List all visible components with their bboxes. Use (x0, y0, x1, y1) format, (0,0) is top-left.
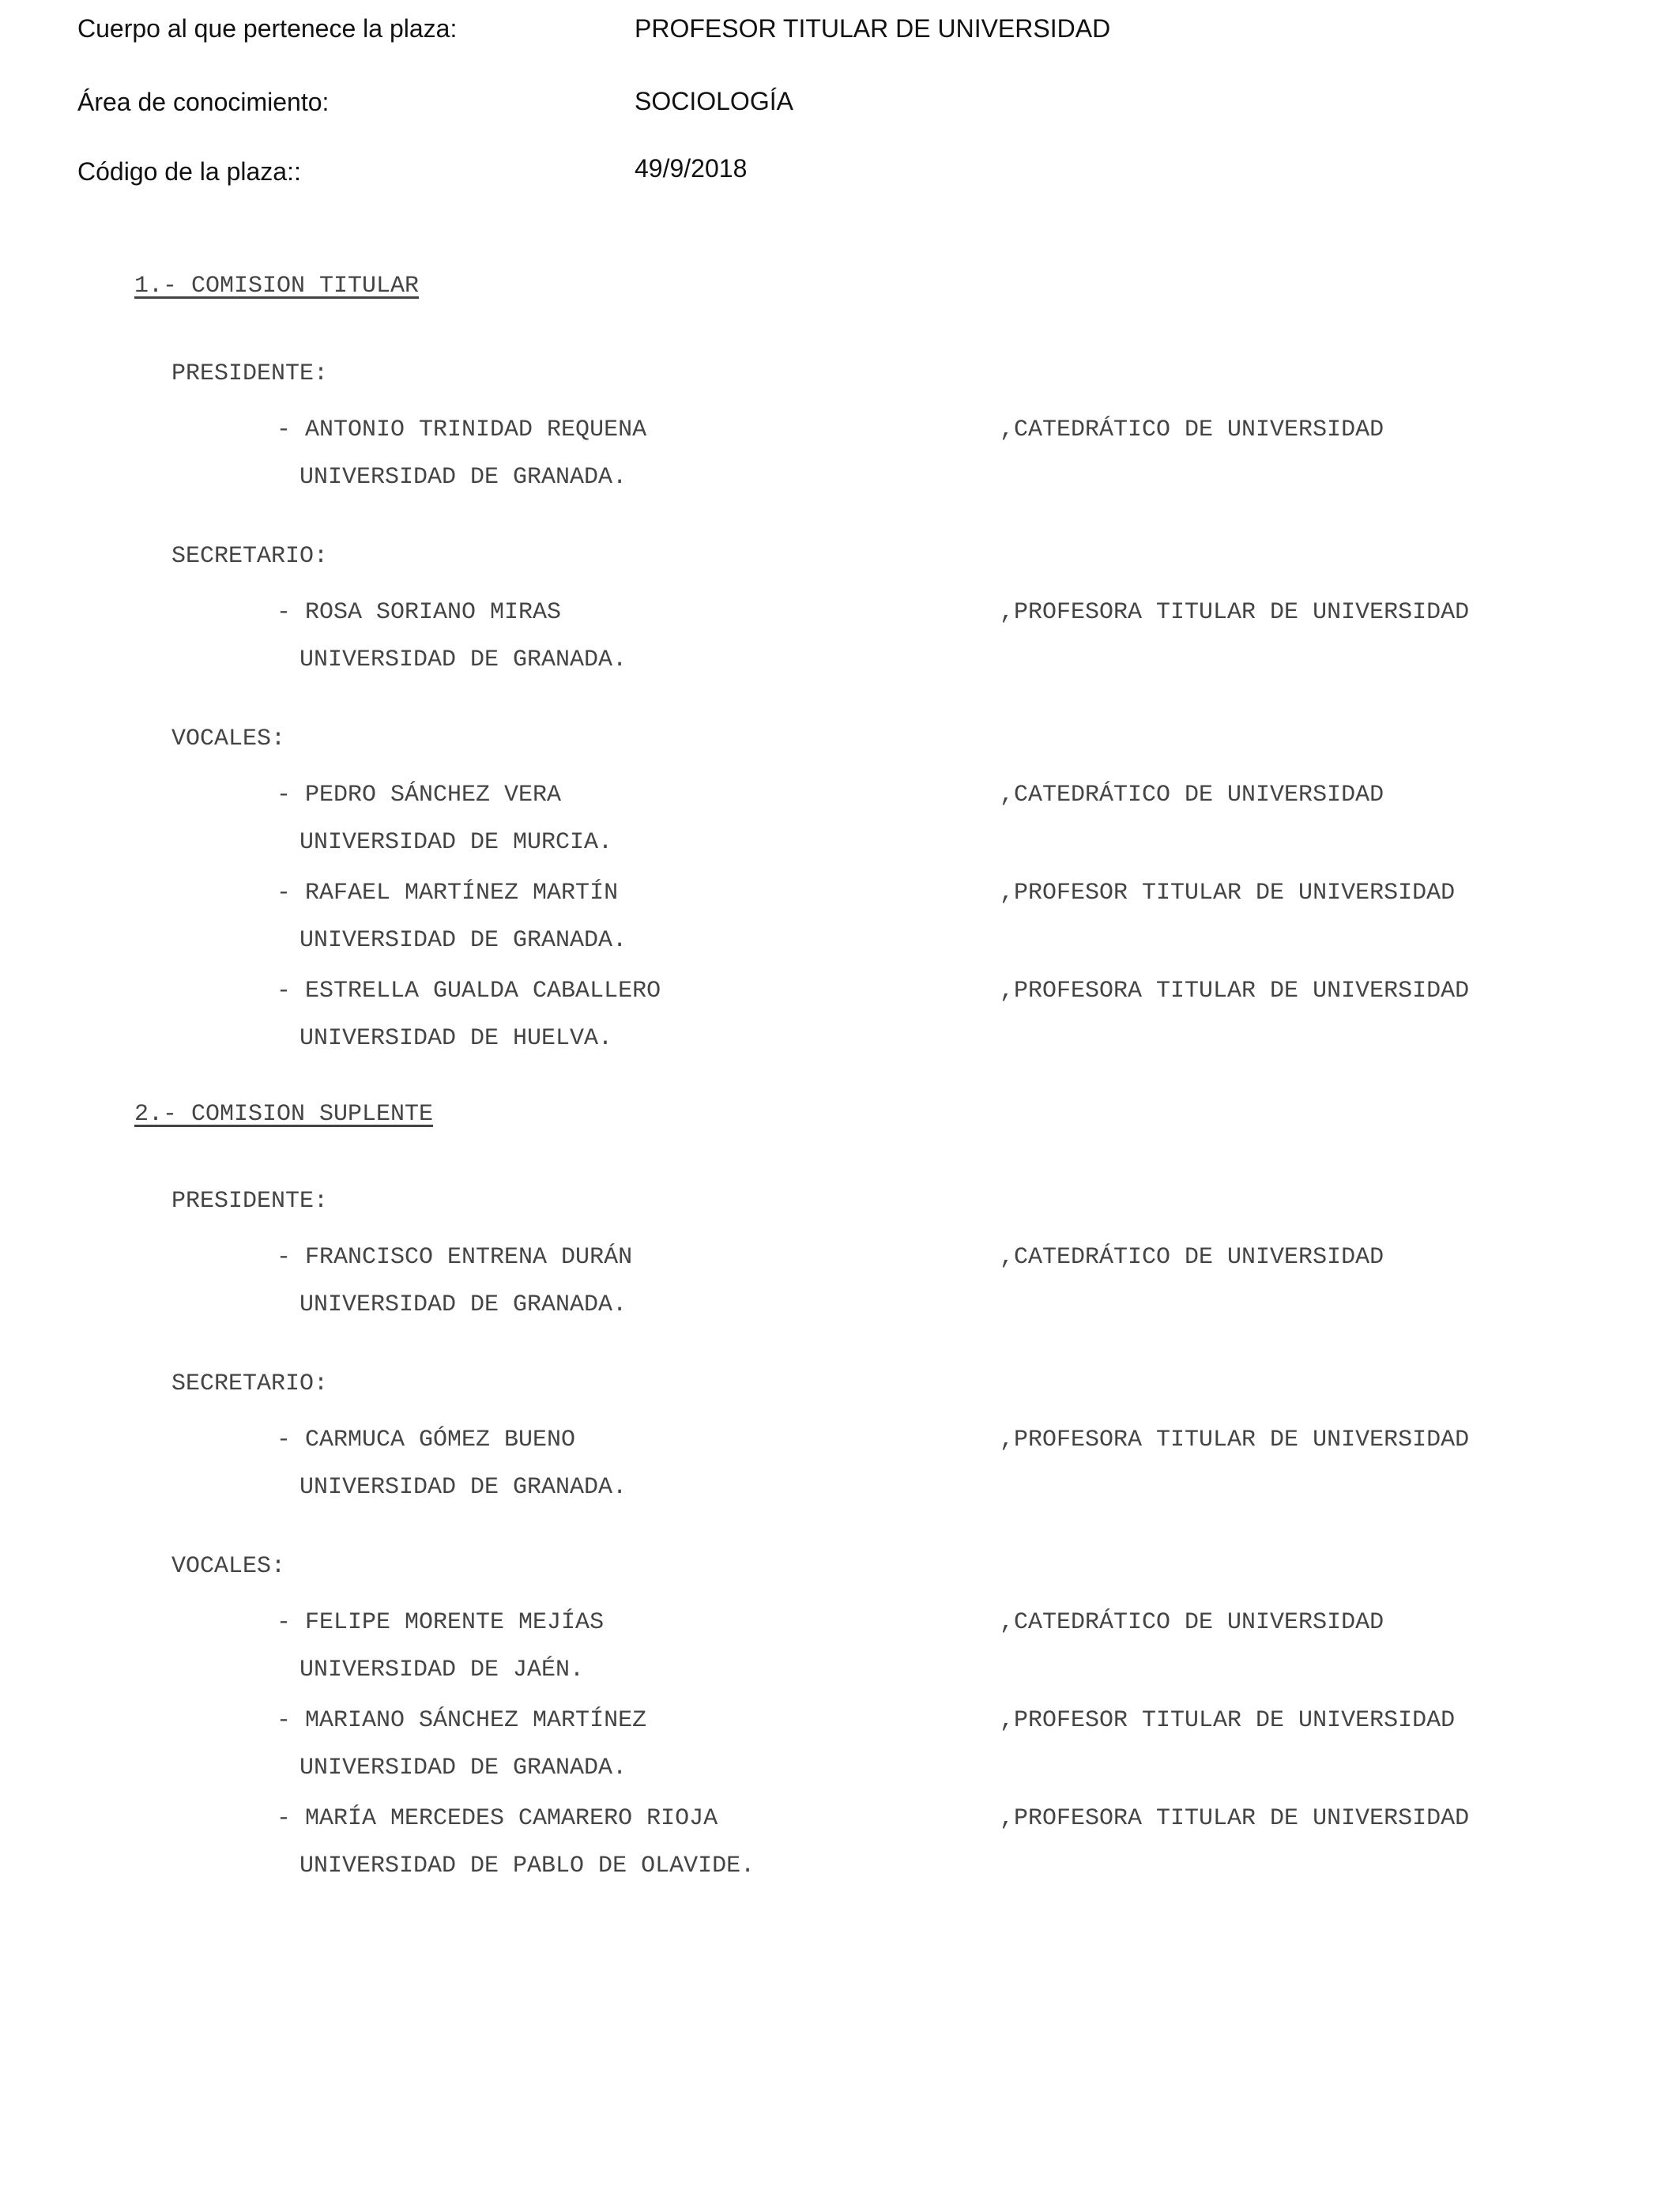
member-university: UNIVERSIDAD DE GRANADA. (299, 927, 627, 954)
codigo-label: Código de la plaza:: (77, 157, 301, 186)
codigo-value: 49/9/2018 (635, 154, 748, 183)
member-name: - CARMUCA GÓMEZ BUENO (277, 1427, 576, 1453)
member-name: - FRANCISCO ENTRENA DURÁN (277, 1244, 633, 1271)
section-heading-titular: 1.- COMISION TITULAR (134, 273, 420, 300)
member-university: UNIVERSIDAD DE PABLO DE OLAVIDE. (299, 1853, 755, 1879)
member-name: - ROSA SORIANO MIRAS (277, 599, 562, 626)
member-name: - PEDRO SÁNCHEZ VERA (277, 782, 562, 809)
section-heading-suplente: 2.- COMISION SUPLENTE (134, 1101, 434, 1128)
member-role: ,CATEDRÁTICO DE UNIVERSIDAD (1000, 1609, 1384, 1636)
role-label-secretario: SECRETARIO: (171, 543, 329, 570)
member-role: ,CATEDRÁTICO DE UNIVERSIDAD (1000, 1244, 1384, 1271)
member-name: - FELIPE MORENTE MEJÍAS (277, 1609, 605, 1636)
member-role: ,PROFESORA TITULAR DE UNIVERSIDAD (1000, 1427, 1470, 1453)
member-role: ,PROFESOR TITULAR DE UNIVERSIDAD (1000, 880, 1456, 907)
member-role: ,PROFESORA TITULAR DE UNIVERSIDAD (1000, 599, 1470, 626)
member-role: ,PROFESORA TITULAR DE UNIVERSIDAD (1000, 1805, 1470, 1832)
member-university: UNIVERSIDAD DE HUELVA. (299, 1025, 613, 1052)
role-label-presidente: PRESIDENTE: (171, 360, 329, 387)
area-label: Área de conocimiento: (77, 88, 330, 116)
member-name: - ESTRELLA GUALDA CABALLERO (277, 978, 661, 1005)
member-name: - MARIANO SÁNCHEZ MARTÍNEZ (277, 1707, 647, 1734)
member-name: - ANTONIO TRINIDAD REQUENA (277, 417, 647, 443)
cuerpo-value: PROFESOR TITULAR DE UNIVERSIDAD (635, 14, 1111, 43)
member-role: ,CATEDRÁTICO DE UNIVERSIDAD (1000, 417, 1384, 443)
member-university: UNIVERSIDAD DE JAÉN. (299, 1657, 585, 1683)
area-value: SOCIOLOGÍA (635, 87, 793, 115)
member-university: UNIVERSIDAD DE GRANADA. (299, 1291, 627, 1318)
member-university: UNIVERSIDAD DE GRANADA. (299, 464, 627, 491)
role-label-presidente: PRESIDENTE: (171, 1188, 329, 1215)
member-university: UNIVERSIDAD DE GRANADA. (299, 1474, 627, 1501)
member-role: ,PROFESOR TITULAR DE UNIVERSIDAD (1000, 1707, 1456, 1734)
member-university: UNIVERSIDAD DE GRANADA. (299, 647, 627, 673)
role-label-secretario: SECRETARIO: (171, 1370, 329, 1397)
member-university: UNIVERSIDAD DE GRANADA. (299, 1755, 627, 1781)
member-name: - RAFAEL MARTÍNEZ MARTÍN (277, 880, 619, 907)
member-name: - MARÍA MERCEDES CAMARERO RIOJA (277, 1805, 718, 1832)
role-label-vocales: VOCALES: (171, 1553, 286, 1580)
cuerpo-label: Cuerpo al que pertenece la plaza: (77, 14, 458, 43)
role-label-vocales: VOCALES: (171, 726, 286, 752)
member-role: ,PROFESORA TITULAR DE UNIVERSIDAD (1000, 978, 1470, 1005)
member-role: ,CATEDRÁTICO DE UNIVERSIDAD (1000, 782, 1384, 809)
member-university: UNIVERSIDAD DE MURCIA. (299, 829, 613, 856)
